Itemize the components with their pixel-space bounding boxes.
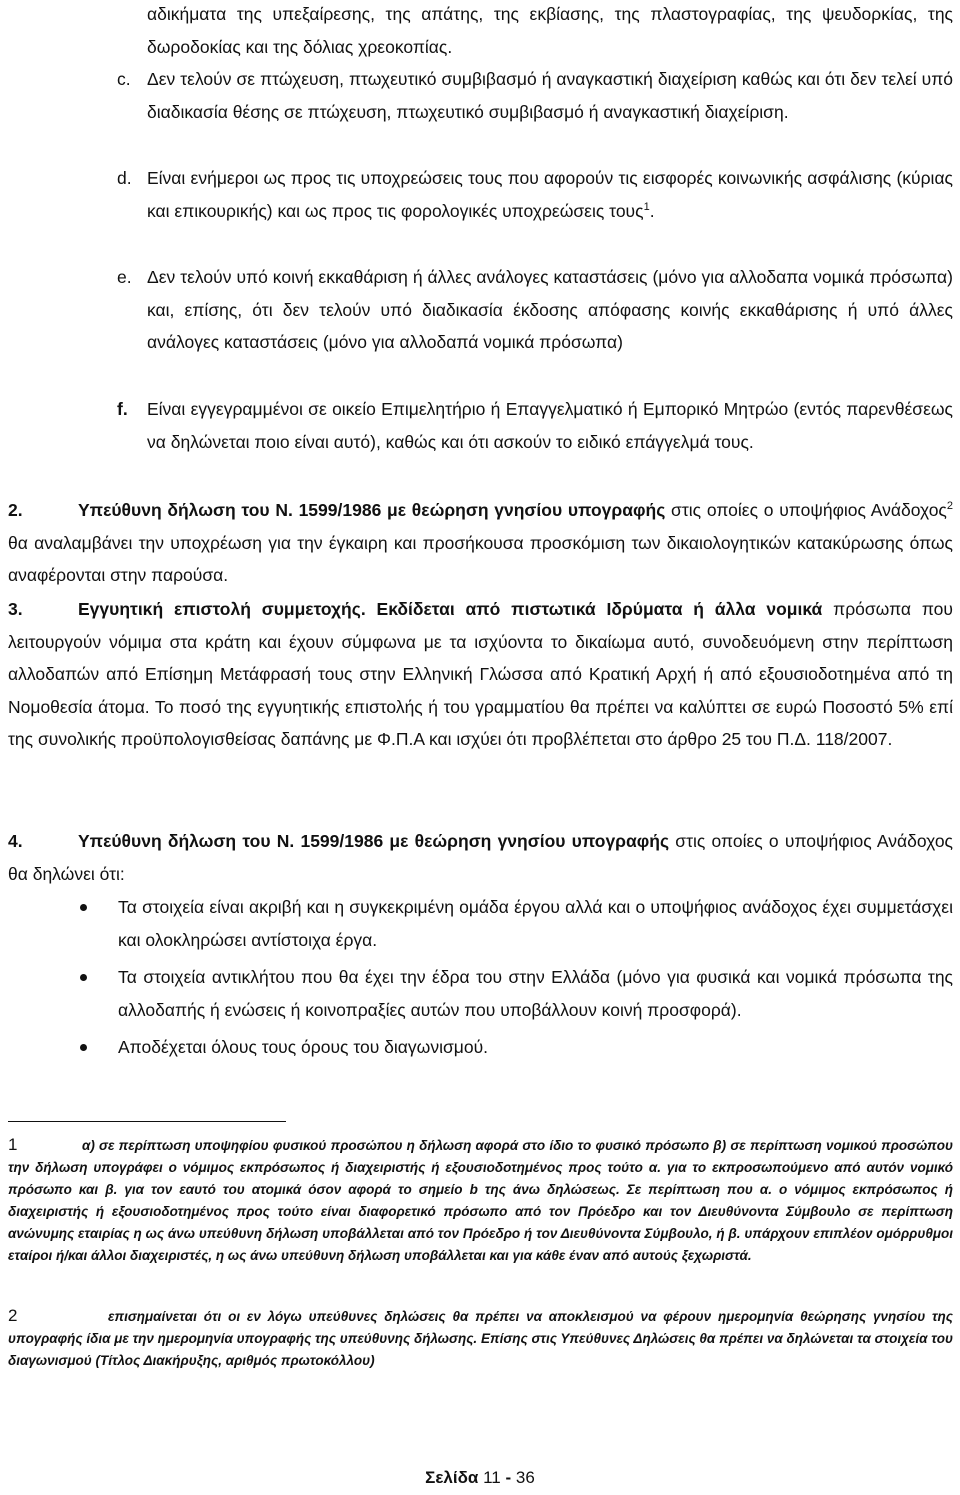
list-item [80, 891, 953, 956]
list-item-f [117, 393, 953, 458]
section-text: στις οποίες ο υποψήφιος Ανάδοχος θα δηλώνει ότι: [8, 831, 953, 884]
bullet-icon [80, 1044, 87, 1051]
list-item [80, 961, 953, 1026]
bullet-icon [80, 974, 87, 981]
item-label: e. [117, 267, 132, 287]
item-text-body: Είναι ενήμεροι ως προς τις υποχρεώσεις τους που αφορούν τις εισφορές κοινωνικής ασφάλισης (κύριας και επικουρικής) και ως προς τις φορολογικές υποχρεώσεις τους [147, 168, 953, 221]
footnote-1 [8, 1134, 953, 1267]
section-number: 2. [8, 500, 23, 520]
footnote-separator [8, 1121, 286, 1122]
footnote-ref: 1 [643, 200, 650, 213]
bullet-text: Τα στοιχεία είναι ακριβή και η συγκεκριμένη ομάδα έργου αλλά και ο υποψήφιος ανάδοχος έχει συμμετάσχει και ολοκληρώσει αντίστοιχα έργα. [118, 897, 953, 950]
list-item [80, 1031, 953, 1064]
list-item-d [117, 162, 953, 227]
item-text [147, 162, 953, 227]
continuation-paragraph [147, 0, 953, 63]
section-heading: Εγγυητική επιστολή συμμετοχής. Εκδίδεται από πιστωτικά Ιδρύματα ή άλλα νομικά [78, 599, 823, 619]
page-total: 36 [515, 1468, 535, 1487]
section-number: 4. [8, 831, 23, 851]
footnote-ref: 2 [946, 500, 953, 513]
section-4 [8, 825, 953, 890]
footnote-2 [8, 1305, 953, 1372]
item-label: f. [117, 399, 128, 419]
page-footer [0, 1462, 960, 1495]
section-3 [8, 593, 953, 756]
page-separator: - [505, 1468, 512, 1487]
continuation-text: αδικήματα της υπεξαίρεσης, της απάτης, της εκβίασης, της πλαστογραφίας, της ψευδορκίας, της δωροδοκίας και της δόλιας χρεοκοπίας. [147, 4, 953, 57]
section-text: πρόσωπα που λειτουργούν νόμιμα στα κράτη και έχουν σύμφωνα με τα ισχύοντα το δικαίωμα αυτό, συνοδευόμενη στην περίπτωση αλλοδαπών από Επίσημη Μετάφρασή τους στην Ελληνική Γλώσσα από Κρατική Αρχή ή από εξουσιοδοτημένα από τη Νομοθεσία άτομα. Το ποσό της εγγυητικής επιστολής ή του γραμματίου θα πρέπει να καλύπτει σε ευρώ Ποσοστό 5% επί της συνολικής προϋπολογισθείσας δαπάνης με Φ.Π.Α και ισχύει ότι προβλέπεται στο άρθρο 25 του Π.Δ. 118/2007. [8, 599, 953, 749]
item-text: Δεν τελούν υπό κοινή εκκαθάριση ή άλλες ανάλογες καταστάσεις (μόνο για αλλοδαπα νομικά πρόσωπα) και, επίσης, ότι δεν τελούν υπό διαδικασία έκδοσης απόφασης κοινής εκκαθάρισης ή υπό άλλες ανάλογες καταστάσεις (μόνο για αλλοδαπά νομικά πρόσωπα) [147, 267, 953, 352]
section-heading: Υπεύθυνη δήλωση του Ν. 1599/1986 με θεώρηση γνησίου υπογραφής [78, 831, 670, 851]
section-heading: Υπεύθυνη δήλωση του Ν. 1599/1986 με θεώρηση γνησίου υπογραφής [78, 500, 666, 520]
page-number: 11 [483, 1468, 501, 1487]
list-item-c [117, 63, 953, 128]
page-label: Σελίδα [425, 1468, 479, 1487]
bullet-text: Αποδέχεται όλους τους όρους του διαγωνισμού. [118, 1037, 489, 1057]
item-text: Είναι εγγεγραμμένοι σε οικείο Επιμελητήριο ή Επαγγελματικό ή Εμπορικό Μητρώο (εντός παρενθέσεως να δηλώνεται ποιο είναι αυτό), καθώς και ότι ασκούν το ειδικό επάγγελμά τους. [147, 399, 953, 452]
item-text-tail: . [649, 200, 655, 221]
bullet-text: Τα στοιχεία αντικλήτου που θα έχει την έδρα του στην Ελλάδα (μόνο για φυσικά και νομικά πρόσωπα της αλλοδαπής ή ενώσεις ή κοινοπραξίες αυτών που υποβάλλουν κοινή προσφορά). [118, 967, 953, 1020]
bullet-list [80, 891, 953, 1069]
item-label: c. [117, 69, 131, 89]
section-number: 3. [8, 599, 23, 619]
section-text: θα αναλαμβάνει την υποχρέωση για την έγκαιρη και προσήκουσα προσκόμιση των δικαιολογητικών κατακύρωσης όπως αναφέρονται στην παρούσα. [8, 532, 953, 585]
footnote-number: 2 [8, 1306, 18, 1325]
section-2 [8, 494, 953, 592]
section-text: στις οποίες ο υποψήφιος Ανάδοχος [665, 500, 947, 520]
bullet-icon [80, 904, 87, 911]
footnote-text: α) σε περίπτωση υποψηφίου φυσικού προσώπου η δήλωση αφορά στο ίδιο το φυσικό πρόσωπο β) σε περίπτωση νομικού προσώπου την δήλωση υπογράφει ο νόμιμος εκπρόσωπος ή διαχειριστής ή εξουσιοδοτημένος προς τούτο α. για το εκπροσωπούμενο από αυτόν νομικό πρόσωπο και β. για τον εαυτό του ατομικά όσον αφορά το σημείο b της άνω δηλώσεως. Σε περίπτωση που α. ο νόμιμος εκπρόσωπος ή διαχειριστής ή εξουσιοδοτημένος προς τούτο είναι διαφορετικό πρόσωπο από τον Πρόεδρο και τον Διευθύνοντα Σύμβουλο σε περίπτωση ανώνυμης εταιρίας η ως άνω υπεύθυνη δήλωση υποβάλλεται από τον Πρόεδρο ή τον Διευθύνοντα Σύμβουλο, ή β. υπάρχουν επιπλέον ομόρρυθμοι εταίροι ή/και άλλοι διαχειριστές, η ως άνω υπεύθυνη δήλωση υποβάλλεται και για κάθε έναν από αυτούς ξεχωριστά. [8, 1138, 953, 1263]
list-item-e [117, 261, 953, 359]
item-text: Δεν τελούν σε πτώχευση, πτωχευτικό συμβιβασμό ή αναγκαστική διαχείριση καθώς και ότι δεν τελεί υπό διαδικασία θέσης σε πτώχευση, πτωχευτικό συμβιβασμό ή αναγκαστική διαχείριση. [147, 69, 953, 122]
footnote-number: 1 [8, 1135, 18, 1154]
footnote-text: επισημαίνεται ότι οι εν λόγω υπεύθυνες δηλώσεις θα πρέπει να αποκλεισμού να φέρουν ημερομηνία θεώρησης γνησίου της υπογραφής ίδια με την ημερομηνία υπογραφής της υπεύθυνης δήλωσης. Επίσης στις Υπεύθυνες Δηλώσεις θα πρέπει να δηλώνεται τα στοιχεία του διαγωνισμού (Τίτλος Διακήρυξης, αριθμός πρωτοκόλλου) [8, 1309, 953, 1368]
item-label: d. [117, 168, 132, 188]
